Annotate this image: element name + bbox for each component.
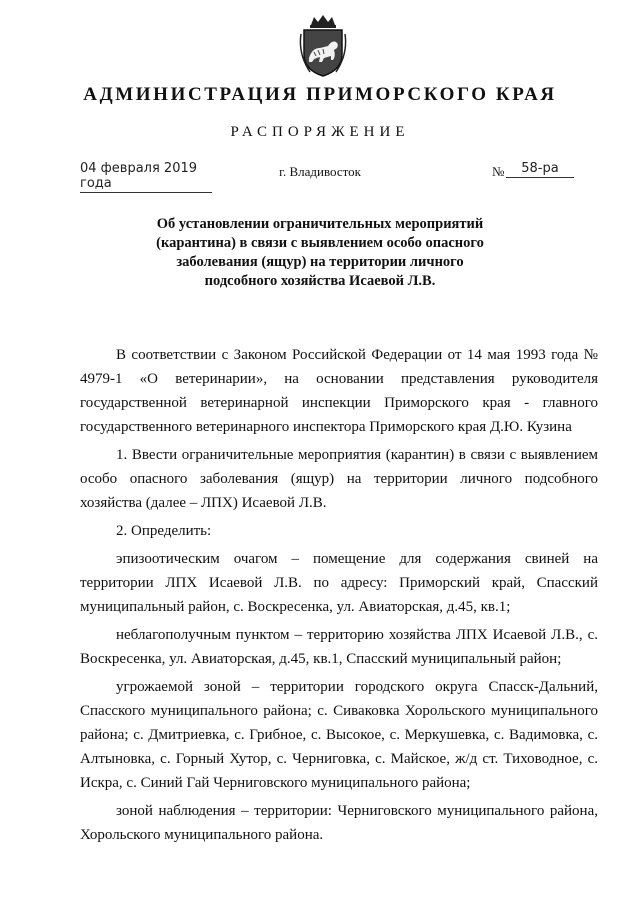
body-paragraph-preamble: В соответствии с Законом Российской Федерации от 14 мая 1993 года № 4979-1 «О ветеринарии», на основании представления руководителя государственной ветеринарной инспекции Приморского края - главного государственного ветеринарного инспектора Приморского края Д.Ю. Кузина: [80, 347, 598, 435]
body-paragraph-observation-zone: зоной наблюдения – территории: Черниговского муниципального района, Хорольского муниципального района.: [80, 803, 598, 843]
coat-of-arms-icon: [298, 14, 348, 78]
body-paragraph-focus: эпизоотическим очагом – помещение для содержания свиней на территории ЛПХ Исаевой Л.В. по адресу: Приморский край, Спасский муниципальный район, с. Воскресенка, ул. Авиаторская, д.45, кв.1;: [80, 551, 598, 615]
document-date: 04 февраля 2019 года: [80, 161, 212, 193]
body-paragraph-threat-zone: угрожаемой зоной – территории городского округа Спасск-Дальний, Спасского муниципального района; с. Сиваковка Хорольского муниципального района; с. Дмитриевка, с. Грибное, с. Высокое, с. Меркушевка, с. Вадимовка, с. Алтыновка, с. Горный Хутор, с. Черниговка, с. Майское, ж/д ст. Тиховодное, с. Искра, с. Синий Гай Черниговского муниципального района;: [80, 679, 598, 791]
document-title: Об установлении ограничительных мероприятий (карантина) в связи с выявлением особо опасного заболевания (ящур) на территории личного подсобного хозяйства Исаевой Л.В.: [156, 216, 484, 289]
body-paragraph-unfavorable-point: неблагополучным пунктом – территорию хозяйства ЛПХ Исаевой Л.В., с. Воскресенка, ул. Авиаторская, д.45, кв.1, Спасский муниципальный район;: [80, 627, 598, 667]
document-type: РАСПОРЯЖЕНИЕ: [230, 124, 410, 140]
document-body: [80, 343, 598, 847]
body-paragraph-item-2: 2. Определить:: [116, 523, 212, 539]
body-paragraph-item-1: 1. Ввести ограничительные мероприятия (карантин) в связи с выявлением особо опасного заболевания (ящур) на территории личного подсобного хозяйства (далее – ЛПХ) Исаевой Л.В.: [80, 447, 598, 511]
document-city: г. Владивосток: [279, 164, 361, 179]
number-sign: №: [492, 164, 505, 179]
organization-name: АДМИНИСТРАЦИЯ ПРИМОРСКОГО КРАЯ: [83, 84, 557, 105]
document-number: 58-ра: [506, 161, 574, 178]
